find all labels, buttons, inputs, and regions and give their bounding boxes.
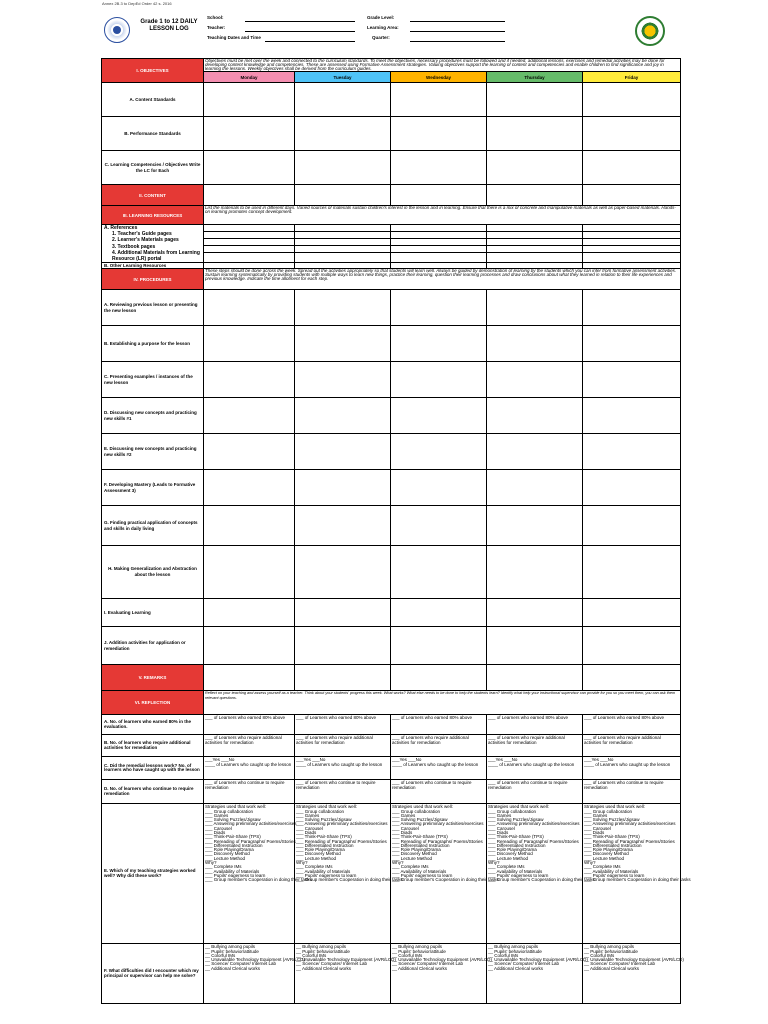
list-item: Strategies used that work well: [296,804,358,810]
list-item: ___ Games [205,812,229,818]
school-label: School: [207,15,224,20]
list-item: ___ Games [488,812,512,818]
list-item: ___ Diads [392,830,413,835]
day-friday: Friday [583,72,681,83]
list-item: __ Colorful IMs [392,952,423,958]
list-item: ___ Carousel [584,825,611,831]
reflection-a-cell[interactable]: ___ of Learners who earned 80% above [391,715,487,735]
list-item: __ Science/ Computer/ Internet Lab [488,961,560,967]
list-item: ___ Availability of Materials [205,868,260,874]
list-item: ___ Rereading of Paragraphs/ Poems/Stories [584,838,675,844]
caught-up: ____ of Learners who caught up the lesson [584,761,671,767]
performance-standards-label: B. Performance Standards [102,117,204,151]
cell[interactable] [204,627,295,665]
list-item: __ Pupils' behavior/attitude [584,948,638,954]
cell[interactable] [583,665,681,691]
annex-label: Annex 2B.3 to DepEd Order 42 s. 2016 [102,1,172,6]
procedures-note: These steps should be done across the week. Spread out the activities appropriately so that students will learn well. Always be guided by demonstration of learning by the students which you can infer from formative assessment activities. Sustain learning systematically by providing students with multiple ways to learn new things, practice their learning, question their learning processes and draw conclusions about what they learned in relation to their life experiences and previous knowledge. Indicate the time allotment for each step. [204,269,681,290]
list-item: ___ Group collaboration [296,808,345,814]
list-item: ___ Lecture Method [584,855,625,861]
list-item: ___ Solving Puzzles/Jigsaw [584,817,640,823]
list-item: ___ Complete IMs [488,864,525,870]
list-item: __ Bullying among pupils [488,944,539,950]
list-item: ___ Group collaboration [205,808,254,814]
list-item: __ Bullying among pupils [205,944,256,950]
cell[interactable] [391,326,487,362]
cell[interactable] [583,185,681,206]
list-item: __ Science/ Computer/ Internet Lab [205,961,277,967]
reflection-d-cell[interactable]: ___ of Learners who continue to require remediation [295,780,391,804]
strategies-list[interactable] [204,804,312,944]
list-item: ___ Complete IMs [296,864,333,870]
cell[interactable] [583,83,681,117]
reflection-c-cell[interactable] [487,757,583,780]
list-item: ___ Think-Pair-Share (TPS) [392,834,448,840]
list-item: ___ Lecture Method [488,855,529,861]
proc-f-label: F. Developing Mastery (Leads to Formative Assessment 3) [102,470,204,506]
proc-c-label: C. Presenting examples / instances of the new lesson [102,362,204,398]
list-item: ___ Solving Puzzles/Jigsaw [205,817,261,823]
reflection-note: Reflect on your teaching and assess yourself as a teacher. Think about your students' progress this week. What works? What else needs to be done to help the students learn? Identify what help your instructional supervisor can provide for you so you meet them, you can ask them relevant questions. [204,691,681,715]
reflection-f-label: F. What difficulties did I encounter which my principal or supervisor can help me solve? [102,944,204,1004]
cell[interactable] [204,599,295,627]
list-item: ___ Discovery Method [205,851,250,857]
objectives-note: Objectives must be met over the week and connected to the curriculum standards. To meet the objectives, necessary procedures must be followed and if needed, additional lessons, exercises and remedial activities may be done for developing content knowledge and competencies. These are assessed using Formative Assessment strategies. Valuing objectives support the learning of content and competencies and enable children to find significance and joy in learning the lessons. Weekly objectives shall be derived from the curriculum guides. [204,59,681,72]
list-item: ___ Pupils' eagerness to learn [488,872,549,878]
cell[interactable] [487,599,583,627]
yes-no: ___Yes ___No [205,757,235,763]
list-item: ___ Answering preliminary activities/exercises [488,821,580,827]
proc-j-label: J. Addition activities for application or remediation [102,627,204,665]
cell[interactable] [391,290,487,326]
grade-field[interactable] [410,21,505,22]
dates-label: Teaching Dates and Time [207,35,261,40]
cell[interactable] [295,627,391,665]
list-item: ___ Group member's Cooperation in doing their tasks [392,877,499,883]
cell[interactable] [487,506,583,546]
reflection-c-cell[interactable] [583,757,681,780]
difficulties-list[interactable] [391,944,492,1004]
yes-no: ___Yes ___No [296,757,326,763]
yes-no: ___Yes ___No [392,757,422,763]
cell[interactable] [391,599,487,627]
list-item: ___ Carousel [488,825,515,831]
list-item: __ Colorful IMs [296,952,327,958]
cell[interactable] [204,398,295,434]
list-item: ___ Group member's Cooperation in doing their tasks [205,877,312,883]
list-item: ___ Answering preliminary activities/exercises [584,821,676,827]
school-field[interactable] [245,21,355,22]
cell[interactable] [391,470,487,506]
list-item: ___ Differentiated Instruction [296,842,354,848]
list-item: ___ Diads [584,830,605,835]
list-item: ___ Discovery Method [584,851,629,857]
list-item: ___ Rereading of Paragraphs/ Poems/Stories [392,838,483,844]
list-item: ___ Pupils' eagerness to learn [392,872,453,878]
list-item: ___ Differentiated Instruction [584,842,642,848]
list-item: __ Pupils' behavior/attitude [392,948,446,954]
list-item: ___ Solving Puzzles/Jigsaw [392,817,448,823]
cell[interactable] [391,398,487,434]
reflection-b-cell[interactable]: ___ of Learners who require additional activities for remediation [204,735,295,757]
cell[interactable] [487,326,583,362]
list-item: ___ Differentiated Instruction [488,842,546,848]
reflection-header: VI. REFLECTION [102,691,204,715]
list-item: ___ Carousel [296,825,323,831]
reflection-d-cell[interactable]: ___ of Learners who continue to require remediation [487,780,583,804]
list-item: ___ Discovery Method [296,851,341,857]
list-item: __ Science/ Computer/ Internet Lab [296,961,368,967]
cell[interactable] [487,398,583,434]
reflection-b-cell[interactable]: ___ of Learners who require additional activities for remediation [391,735,487,757]
quarter-field[interactable] [410,41,505,42]
cell[interactable] [391,362,487,398]
list-item: ___ Answering preliminary activities/exercises [392,821,484,827]
cell[interactable] [204,83,295,117]
day-thursday: Thursday [487,72,583,83]
cell[interactable] [487,627,583,665]
day-wednesday: Wednesday [391,72,487,83]
cell[interactable] [391,506,487,546]
reflection-d-cell[interactable]: ___ of Learners who continue to require remediation [583,780,681,804]
list-item: Why? [392,860,404,866]
list-item: ___ Answering preliminary activities/exercises [296,821,388,827]
list-item: ___ Group collaboration [488,808,537,814]
cell[interactable] [583,434,681,470]
cell[interactable] [487,83,583,117]
cell[interactable] [487,434,583,470]
cell[interactable] [204,326,295,362]
cell[interactable] [295,83,391,117]
proc-a-label: A. Reviewing previous lesson or presenting the new lesson [102,290,204,326]
cell[interactable] [583,290,681,326]
cell[interactable] [487,546,583,599]
references-title: A. References [104,225,138,231]
list-item: Why? [488,860,500,866]
proc-i-label: I. Evaluating Learning [102,599,204,627]
cell[interactable] [583,117,681,151]
cell[interactable] [295,546,391,599]
list-item: ___ Group member's Cooperation in doing their tasks [584,877,691,883]
list-item: ___ Availability of Materials [392,868,447,874]
cell[interactable] [583,362,681,398]
reflection-a-label: A. No. of learners who earned 80% in the evaluation. [102,715,204,735]
cell[interactable] [204,506,295,546]
cell[interactable] [487,665,583,691]
reflection-c-cell[interactable] [391,757,487,780]
reflection-e-label: E. Which of my teaching strategies worked well? Why did these work? [102,804,204,944]
list-item: ___ Discovery Method [392,851,437,857]
difficulties-list[interactable] [487,944,588,1004]
list-item: ___ Diads [205,830,226,835]
cell[interactable] [204,665,295,691]
content-standards-label: A. Content Standards [102,83,204,117]
list-item: ___ Discovery Method [488,851,533,857]
list-item: ___ Availability of Materials [488,868,543,874]
cell[interactable] [295,290,391,326]
cell[interactable] [295,434,391,470]
list-item: ___ Solving Puzzles/Jigsaw [488,817,544,823]
area-field[interactable] [410,31,505,32]
list-item: ___ Complete IMs [584,864,621,870]
cell[interactable] [295,665,391,691]
list-item: __ Science/ Computer/ Internet Lab [392,961,464,967]
list-item: Strategies used that work well: [584,804,646,810]
strategies-list[interactable] [391,804,499,944]
list-item: __ Additional Clerical works [296,965,352,971]
reflection-a-cell[interactable]: ___ of Learners who earned 80% above [204,715,295,735]
list-item: ___ Pupils' eagerness to learn [205,872,266,878]
list-item: ___ Think-Pair-Share (TPS) [296,834,352,840]
list-item: Strategies used that work well: [488,804,550,810]
cell[interactable] [487,470,583,506]
list-item: __ Additional Clerical works [488,965,544,971]
reflection-a-cell[interactable]: ___ of Learners who earned 80% above [487,715,583,735]
deped-seal-icon [104,17,130,43]
list-item: ___ Role Playing/Drama [488,847,537,853]
area-label: Learning Area: [367,25,399,30]
cell[interactable] [204,185,295,206]
yes-no: ___Yes ___No [584,757,614,763]
content-header: II. CONTENT [102,185,204,206]
cell[interactable] [204,546,295,599]
list-item: ___ Think-Pair-Share (TPS) [205,834,261,840]
cell[interactable] [391,665,487,691]
list-item: ___ Think-Pair-Share (TPS) [584,834,640,840]
list-item: ___ Lecture Method [205,855,246,861]
cell[interactable] [583,627,681,665]
reflection-b-label: B. No. of learners who require additional activities for remediation [102,735,204,757]
cell[interactable] [583,599,681,627]
caught-up: ____ of Learners who caught up the lesson [205,761,292,767]
list-item: __ Unavailable Technology Equipment (AVR/LCD) [392,957,492,963]
list-item: ___ Games [296,812,320,818]
list-item: ___ Diads [296,830,317,835]
list-item: ___ Differentiated Instruction [205,842,263,848]
list-item: ___ Group member's Cooperation in doing their tasks [296,877,403,883]
proc-e-label: E. Discussing new concepts and practicing new skills #2 [102,434,204,470]
list-item: ___ Group collaboration [392,808,441,814]
resources-note: List the materials to be used in different days. Varied sources of materials sustain children's interest in the lesson and in learning. Ensure that there is a mix of concrete and manipulative materials as well as paper-based materials. Hands-on learning promotes concept development. [204,206,681,225]
list-item: __ Unavailable Technology Equipment (AVR/LCD) [488,957,588,963]
reflection-a-cell[interactable]: ___ of Learners who earned 80% above [583,715,681,735]
cell[interactable] [295,326,391,362]
list-item: __ Bullying among pupils [296,944,347,950]
reflection-d-cell[interactable]: ___ of Learners who continue to require remediation [391,780,487,804]
difficulties-list[interactable] [204,944,305,1004]
cell[interactable] [204,117,295,151]
list-item: ___ Complete IMs [205,864,242,870]
proc-g-label: G. Finding practical application of concepts and skills in daily living [102,506,204,546]
cell[interactable] [295,470,391,506]
difficulties-list[interactable] [295,944,396,1004]
list-item: __ Colorful IMs [488,952,519,958]
caught-up: ____ of Learners who caught up the lesson [488,761,575,767]
page-title: Grade 1 to 12 DAILY LESSON LOG [140,19,198,32]
proc-d-label: D. Discussing new concepts and practicing new skills #1 [102,398,204,434]
list-item: ___ Lecture Method [392,855,433,861]
quarter-label: Quarter: [372,35,390,40]
cell[interactable] [583,546,681,599]
reflection-b-cell[interactable]: ___ of Learners who require additional activities for remediation [583,735,681,757]
caught-up: ____ of Learners who caught up the lesson [296,761,383,767]
proc-h-label: H. Making Generalization and Abstraction about the lesson [102,546,204,599]
cell[interactable] [583,398,681,434]
ref-item-textbook: 3. Textbook pages [112,243,156,250]
cell[interactable] [583,506,681,546]
cell[interactable] [487,362,583,398]
cell[interactable] [487,290,583,326]
ref-item-lm: 2. Learner's Materials pages [112,237,179,244]
cell[interactable] [204,290,295,326]
list-item: ___ Carousel [392,825,419,831]
cell[interactable] [295,117,391,151]
cell[interactable] [583,326,681,362]
cell[interactable] [204,434,295,470]
list-item: __ Additional Clerical works [392,965,448,971]
references-label [102,225,204,263]
list-item: __ Science/ Computer/ Internet Lab [584,961,656,967]
list-item: ___ Role Playing/Drama [392,847,441,853]
cell[interactable] [391,185,487,206]
list-item: __ Colorful IMs [584,952,615,958]
ref-item-tg: 1. Teacher's Guide pages [112,231,172,238]
list-item: ___ Rereading of Paragraphs/ Poems/Stories [205,838,296,844]
cell[interactable] [204,470,295,506]
day-tuesday: Tuesday [295,72,391,83]
list-item: Strategies used that work well: [205,804,267,810]
list-item: Strategies used that work well: [392,804,454,810]
objectives-header: I. OBJECTIVES [102,59,204,83]
cell[interactable] [391,117,487,151]
list-item: __ Additional Clerical works [205,965,261,971]
cell[interactable] [391,83,487,117]
list-item: Why? [584,860,596,866]
other-resources-label: B. Other Learning Resources [102,263,204,269]
list-item: ___ Answering preliminary activities/exercises [205,821,297,827]
list-item: ___ Role Playing/Drama [205,847,254,853]
cell[interactable] [391,151,487,185]
difficulties-list[interactable] [583,944,684,1004]
day-monday: Monday [204,72,295,83]
cell[interactable] [204,151,295,185]
school-logo-icon [635,16,665,46]
list-item: ___ Lecture Method [296,855,337,861]
list-item: __ Unavailable Technology Equipment (AVR/LCD) [205,957,305,963]
cell[interactable] [391,627,487,665]
reflection-b-cell[interactable]: ___ of Learners who require additional activities for remediation [295,735,391,757]
yes-no: ___Yes ___No [488,757,518,763]
remarks-header: V. REMARKS [102,665,204,691]
cell[interactable] [583,151,681,185]
list-item: __ Bullying among pupils [584,944,635,950]
list-item: ___ Games [392,812,416,818]
ref-item-lr-portal: 4. Additional Materials from Learning Resource (LR) portal [112,249,200,263]
cell[interactable] [295,151,391,185]
cell[interactable] [391,546,487,599]
list-item: Why? [296,860,308,866]
list-item: ___ Diads [488,830,509,835]
reflection-d-label: D. No. of learners who continue to require remediation [102,780,204,804]
reflection-a-cell[interactable]: ___ of Learners who earned 80% above [295,715,391,735]
cell[interactable] [204,362,295,398]
teacher-label: Teacher: [207,25,226,30]
cell[interactable] [295,185,391,206]
list-item: ___ Carousel [205,825,232,831]
proc-b-label: B. Establishing a purpose for the lesson [102,326,204,362]
list-item: __ Colorful IMs [205,952,236,958]
list-item: ___ Differentiated Instruction [392,842,450,848]
reflection-c-cell[interactable] [295,757,391,780]
strategies-list[interactable] [295,804,403,944]
list-item: __ Pupils' behavior/attitude [205,948,259,954]
cell[interactable] [487,117,583,151]
list-item: ___ Games [584,812,608,818]
reflection-d-cell[interactable]: ___ of Learners who continue to require remediation [204,780,295,804]
list-item: ___ Pupils' eagerness to learn [296,872,357,878]
reflection-b-cell[interactable]: ___ of Learners who require additional activities for remediation [487,735,583,757]
cell[interactable] [391,434,487,470]
list-item: Why? [205,860,217,866]
list-item: ___ Group member's Cooperation in doing their tasks [488,877,595,883]
strategies-list[interactable] [487,804,595,944]
caught-up: ____ of Learners who caught up the lesson [392,761,479,767]
reflection-c-cell[interactable] [204,757,295,780]
cell[interactable] [487,151,583,185]
cell[interactable] [583,470,681,506]
list-item: ___ Group collaboration [584,808,633,814]
list-item: ___ Pupils' eagerness to learn [584,872,645,878]
list-item: ___ Role Playing/Drama [296,847,345,853]
list-item: ___ Think-Pair-Share (TPS) [488,834,544,840]
list-item: __ Pupils' behavior/attitude [296,948,350,954]
list-item: ___ Role Playing/Drama [584,847,633,853]
strategies-list[interactable] [583,804,691,944]
dates-field[interactable] [265,41,355,42]
list-item: ___ Rereading of Paragraphs/ Poems/Stories [488,838,579,844]
teacher-field[interactable] [245,31,355,32]
list-item: __ Additional Clerical works [584,965,640,971]
cell[interactable] [295,599,391,627]
cell[interactable] [295,506,391,546]
list-item: ___ Rereading of Paragraphs/ Poems/Stories [296,838,387,844]
daily-lesson-log-table [101,58,691,1004]
list-item: ___ Complete IMs [392,864,429,870]
cell[interactable] [295,362,391,398]
list-item: __ Bullying among pupils [392,944,443,950]
reflection-c-label: C. Did the remedial lessons work? No. of learners who have caught up with the lesson [102,757,204,780]
cell[interactable] [295,398,391,434]
grade-label: Grade Level: [367,15,395,20]
list-item: __ Unavailable Technology Equipment (AVR/LCD) [296,957,396,963]
list-item: ___ Availability of Materials [584,868,639,874]
cell[interactable] [487,185,583,206]
list-item: __ Pupils' behavior/attitude [488,948,542,954]
procedures-header: IV. PROCEDURES [102,269,204,290]
list-item: __ Unavailable Technology Equipment (AVR/LCD) [584,957,684,963]
resources-header: III. LEARNING RESOURCES [102,206,204,225]
list-item: ___ Availability of Materials [296,868,351,874]
list-item: ___ Solving Puzzles/Jigsaw [296,817,352,823]
competencies-label: C. Learning Competencies / Objectives Write the LC for Each [102,151,204,185]
